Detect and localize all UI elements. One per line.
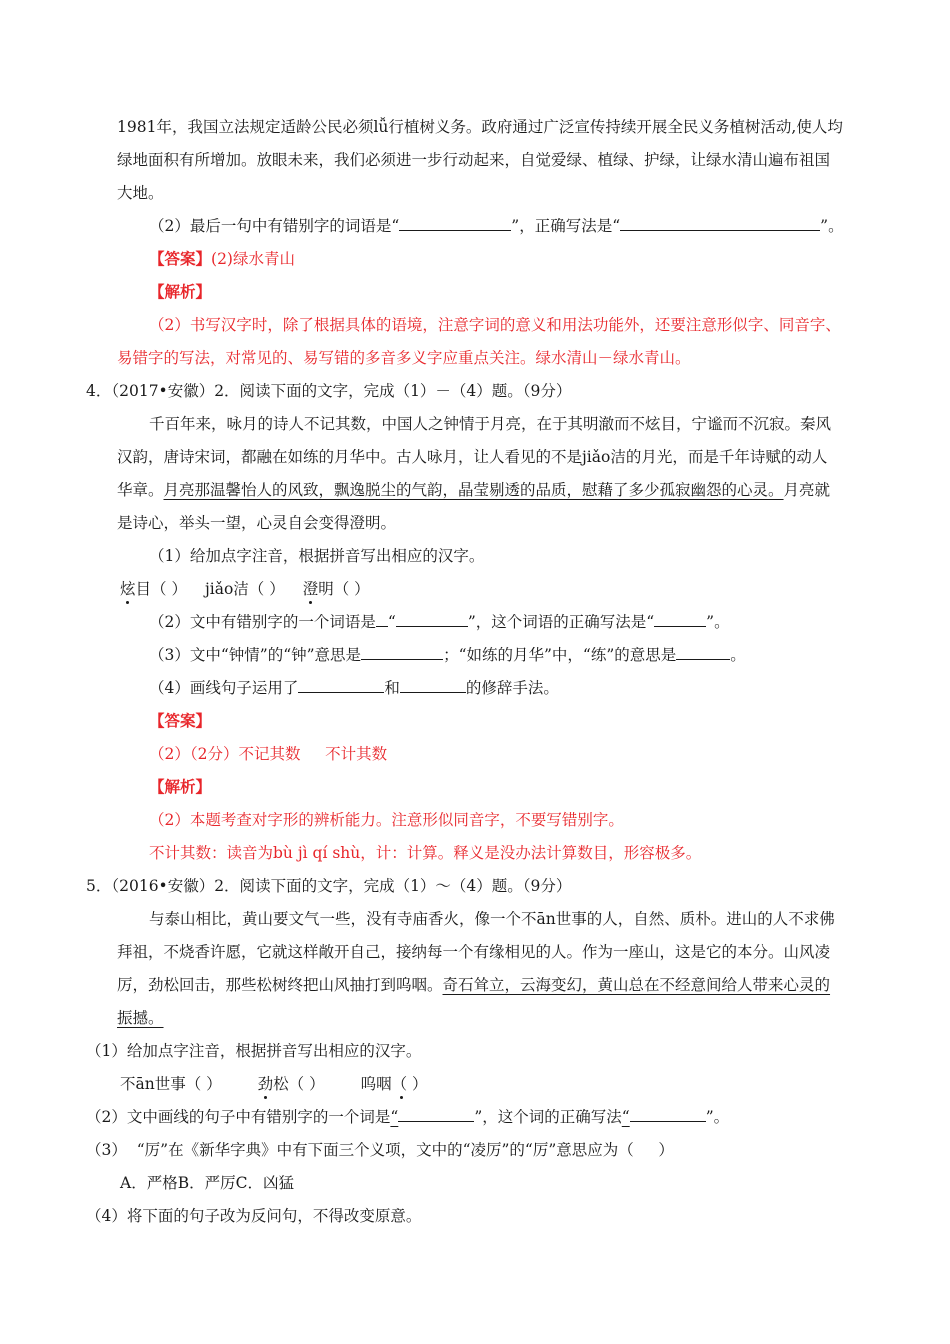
passage-text: 厉，劲松回击，那些松树终把山风抽打到呜咽。	[117, 976, 443, 994]
q4-sub-1-items	[120, 579, 370, 599]
question-text: “	[621, 1108, 630, 1126]
q4-passage-line-2: 汉韵，唐诗宋词，都融在如练的月华中。古人咏月，让人看见的不是jiǎo洁的月光，而是千年诗赋的动人	[117, 448, 828, 466]
question-text: ”。	[705, 1108, 730, 1126]
question-text: （4）画线句子运用了	[149, 679, 299, 697]
question-text: ”。	[820, 217, 844, 235]
q4-analysis-tag: 【解析】	[149, 777, 212, 796]
answer-blank[interactable]	[620, 216, 820, 231]
question-text: ”。	[706, 613, 730, 631]
answer-blank[interactable]	[398, 1107, 474, 1122]
q5-sub-2	[86, 1107, 729, 1127]
q5-sub-4: （4）将下面的句子改为反问句，不得改变原意。	[86, 1207, 422, 1225]
intro-question-2	[149, 216, 844, 236]
answer-blank[interactable]	[396, 612, 468, 627]
item-text: 目（ ）	[135, 580, 187, 598]
answer-blank[interactable]	[399, 216, 511, 231]
question-text: ；“如练的月华”中，“练”的意思是	[443, 646, 677, 664]
analysis-tag: 【解析】	[149, 282, 212, 301]
answer-blank[interactable]	[676, 645, 730, 660]
q5-sub-3-options: A．严格B．严厉C．凶猛	[120, 1174, 294, 1192]
question-text: ”，这个词的正确写法	[474, 1108, 622, 1126]
question-text: （2）文中有错别字的一个词语是	[149, 613, 376, 631]
answer-tag: 【答案】	[149, 249, 212, 268]
q4-answer-text: （2）（2分）不记其数 不计其数	[149, 745, 388, 763]
intro-line-3: 大地。	[117, 184, 164, 202]
answer-blank[interactable]	[654, 612, 706, 627]
question-4-heading: 4．（2017•安徽）2．阅读下面的文字，完成（1）－（4）题。（9分）	[86, 382, 572, 400]
question-text: （3）文中“钟情”的“钟”意思是	[149, 646, 362, 664]
underlined-sentence: 振撼。	[117, 1009, 164, 1027]
dotted-char: 澄	[302, 580, 319, 598]
q4-analysis-line-1: （2）本题考查对字形的辨析能力。注意形似同音字，不要写错别字。	[149, 811, 624, 829]
q4-sub-2	[149, 612, 730, 632]
answer-blank[interactable]	[400, 678, 466, 693]
underlined-sentence: 月亮那温馨怡人的风致，飘逸脱尘的气韵，晶莹剔透的品质，慰藉了多少孤寂幽怨的心灵。	[163, 481, 784, 499]
q4-passage-line-4: 是诗心，举头一望，心灵自会变得澄明。	[117, 514, 397, 532]
q5-sub-1: （1）给加点字注音，根据拼音写出相应的汉字。	[86, 1042, 422, 1060]
passage-text: 月亮就	[783, 481, 831, 499]
dotted-char: 炫	[120, 580, 136, 598]
intro-line-2: 绿地面积有所增加。放眼未来，我们必须进一步行动起来，自觉爱绿、植绿、护绿，让绿水清山遍布祖国	[117, 151, 831, 169]
answer-text: (2)绿水青山	[211, 250, 295, 268]
question-text: “	[390, 1108, 399, 1126]
q5-sub-3: （3） “厉”在《新华字典》中有下面三个义项，文中的“凌厉”的“厉”意思应为（ ）	[86, 1141, 674, 1159]
answer-blank[interactable]	[298, 678, 384, 693]
q4-sub-4	[149, 678, 559, 698]
passage-text: 华章。	[117, 481, 164, 499]
q5-sub-1-items	[120, 1074, 428, 1094]
item-text: jiǎo洁（ ）	[204, 580, 285, 598]
item-text: 呜	[360, 1075, 377, 1093]
dotted-char: 劲	[257, 1075, 274, 1093]
q4-passage-line-1: 千百年来，咏月的诗人不记其数，中国人之钟情于月亮，在于其明澈而不炫目，宁谧而不沉寂。秦风	[149, 415, 832, 433]
dotted-char: 咽（ ）	[376, 1075, 428, 1093]
question-text: ”，正确写法是“	[511, 217, 621, 235]
q4-sub-3	[149, 645, 746, 665]
answer-row	[149, 249, 295, 269]
question-5-heading: 5．（2016•安徽）2．阅读下面的文字，完成（1）～（4）题。（9分）	[86, 877, 572, 895]
item-text: 明（ ）	[318, 580, 370, 598]
q5-passage-line-3	[117, 975, 830, 995]
question-text: ”，这个词语的正确写法是“	[467, 613, 655, 631]
analysis-line-1: （2）书写汉字时，除了根据具体的语境，注意字词的意义和用法功能外，还要注意形似字、同音字、	[149, 316, 841, 334]
item-text: 不ān世事（ ）	[120, 1075, 222, 1093]
q5-passage-line-1: 与泰山相比，黄山要文气一些，没有寺庙香火，像一个不ān世事的人，自然、质朴。进山的人不求佛	[149, 910, 835, 928]
item-text: 松（ ）	[273, 1075, 325, 1093]
intro-line-1: 1981年，我国立法规定适龄公民必须lǚ行植树义务。政府通过广泛宣传持续开展全民义务植树活动,使人均	[117, 118, 843, 136]
q4-analysis-line-2: 不计其数：读音为bù jì qí shù，计：计算。释义是没办法计算数目，形容极多。	[149, 844, 702, 862]
q4-passage-line-3	[117, 480, 830, 500]
q5-passage-line-4	[117, 1008, 164, 1028]
underlined-sentence: 奇石耸立，云海变幻，黄山总在不经意间给人带来心灵的	[442, 976, 831, 994]
question-text: （2）最后一句中有错别字的词语是“	[149, 217, 400, 235]
question-text: 和	[384, 679, 400, 697]
analysis-line-2: 易错字的写法，对常见的、易写错的多音多义字应重点关注。绿水清山－绿水青山。	[117, 349, 691, 367]
q5-passage-line-2: 拜祖，不烧香许愿，它就这样敞开自己，接纳每一个有缘相见的人。作为一座山，这是它的本分。山风凌	[117, 943, 831, 961]
answer-blank[interactable]	[376, 612, 388, 627]
question-text: 的修辞手法。	[465, 679, 559, 697]
question-text: 。	[730, 646, 746, 664]
q4-answer-tag: 【答案】	[149, 711, 212, 730]
question-text: （2）文中画线的句子中有错别字的一个词是	[86, 1108, 391, 1126]
answer-blank[interactable]	[361, 645, 443, 660]
question-text: “	[387, 613, 396, 631]
q4-sub-1: （1）给加点字注音，根据拼音写出相应的汉字。	[149, 547, 485, 565]
answer-blank[interactable]	[630, 1107, 706, 1122]
